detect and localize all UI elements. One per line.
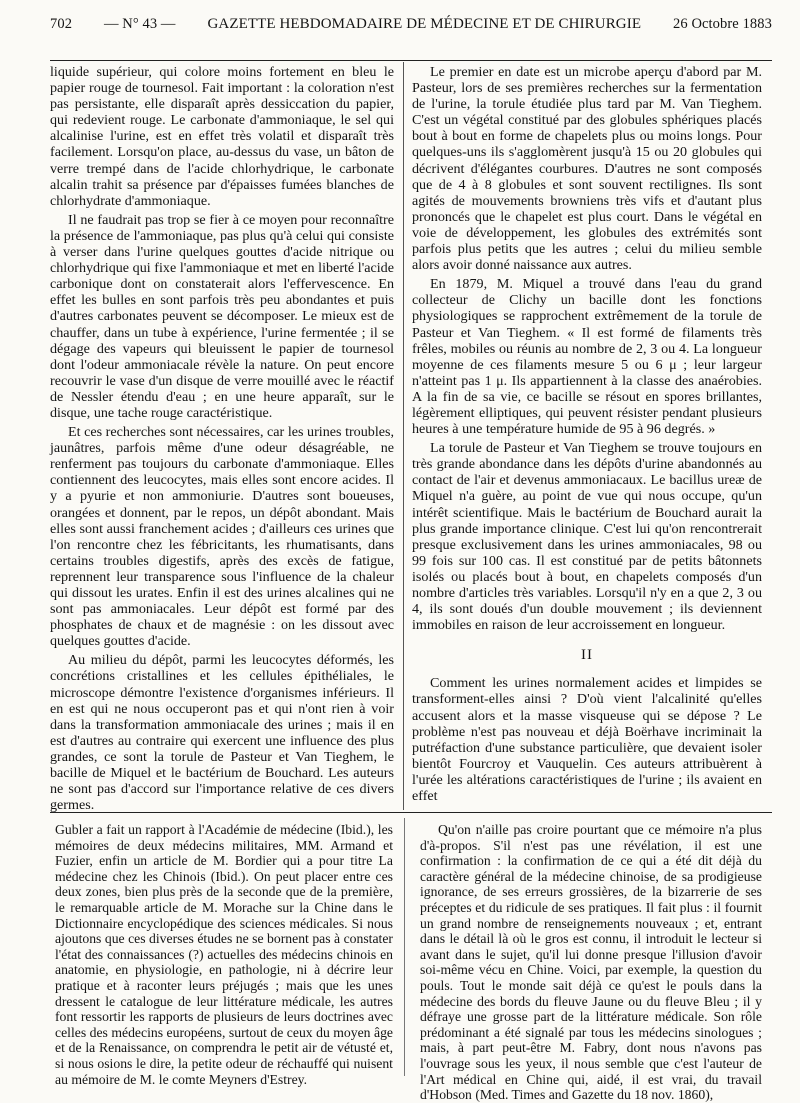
footnote-left-column: [55, 822, 393, 1087]
header-rule: [50, 60, 772, 61]
issue-date: 26 Octobre 1883: [673, 16, 772, 32]
journal-title: GAZETTE HEBDOMADAIRE DE MÉDECINE ET DE CHIRURGIE: [207, 16, 642, 32]
running-header: [50, 16, 772, 42]
footnote-column-divider: [404, 818, 405, 1076]
footnote-paragraph: Gubler a fait un rapport à l'Académie de médecine (Ibid.), les mémoires de deux médecins militaires, MM. Armand et Fuzier, enfin un article de M. Bordier qui a pour titre La médecine chez les Chinois (Ibid.). On peut placer entre ces deux zones, bien plus près de la seconde que de la première, le remarquable article de M. Morache sur la Chine dans le Dictionnaire encyclopédique des sciences médicales. Si nous ajoutons que ces diverses études ne se bornent pas à constater l'état des connaissances (?) actuelles des médecins chinois en anatomie, en physiologie, en pathologie, ni à décrire leur pratique et à raconter leurs préjugés ; mais que les unes dressent le catalogue de leur littérature médicale, les autres font ressortir les rapports de plusieurs de leurs doctrines avec celles des médecins européens, surtout de ceux du moyen âge et de la Renaissance, on comprendra le petit air de vétusté et, si nous osions le dire, la petite odeur de réchauffé qui nuisent au mémoire de M. le comte Meyners d'Estrey.: [55, 822, 393, 1087]
paragraph: Comment les urines normalement acides et limpides se transforment-elles ainsi ? D'où vient l'alcalinité qu'elles accusent alors et la masse visqueuse qui se dépose ? Le problème n'est pas nouveau et déjà Boërhave incriminait la putréfaction d'une substance particulière, que devaient isoler bientôt Fourcroy et Vauquelin. Ces auteurs attribuèrent à l'urée les altérations caractéristiques de l'urine ; ils avaient en effet: [412, 675, 762, 805]
issue-number: — N° 43 —: [103, 16, 176, 32]
footnote-rule: [50, 812, 772, 813]
paragraph: Et ces recherches sont nécessaires, car les urines troubles, jaunâtres, parfois même d'une odeur désagréable, ne renferment pas toujours du carbonate d'ammoniaque. Elles contiennent des leucocytes, mais elles sont encore acides. Il y a pyurie et non ammoniurie. D'autres sont boueuses, orangées et donnent, par le repos, un dépôt abondant. Mais elles sont aussi franchement acides ; d'ailleurs ces urines que l'on rencontre chez les fébricitants, les rhumatisants, dans certains troubles digestifs, après des excès de fatigue, reprennent leur transparence sous l'influence de la chaleur qui dissout les urates. Enfin il est des urines alcalines qui ne sont pas ammoniacales. Leur dépôt est formé par des phosphates de chaux et de magnésie : on les dissout avec quelques gouttes d'acide.: [50, 424, 394, 650]
paragraph: En 1879, M. Miquel a trouvé dans l'eau du grand collecteur de Clichy un bacille dont les fonctions physiologiques se rapprochent extrêmement de la torule de Pasteur et Van Tieghem. « Il est formé de filaments très frêles, mobiles ou réunis au nombre de 2, 3 ou 4. La longueur moyenne de ces filaments mesure 5 ou 6 μ ; leur largeur n'atteint pas 1 μ. Ils appartiennent à la classe des anaérobies. A la fin de sa vie, ce bacille se résout en spores brillantes, légèrement elliptiques, qui peuvent résister pendant plusieurs heures à une température humide de 95 à 96 degrés. »: [412, 276, 762, 438]
paragraph: La torule de Pasteur et Van Tieghem se trouve toujours en très grande abondance dans les dépôts d'urine abandonnés au contact de l'air et devenus ammoniacaux. Le bacillus ureæ de Miquel n'a guère, au point de vue qui nous occupe, qu'un intérêt scientifique. Mais le bactérium de Bouchard aurait la plus grande importance clinique. C'est lui qu'on rencontrerait presque exclusivement dans les urines ammoniacales, 98 ou 99 fois sur 100 cas. Il est constitué par de petits bâtonnets isolés ou placés bout à bout, en chapelets composés d'un nombre d'articles très variables. Lorsqu'il n'y en a que 2, 3 ou 4, ils sont doués d'un double mouvement ; ils deviennent immobiles en raison de leur accroissement en longueur.: [412, 440, 762, 634]
footnote-paragraph: Qu'on n'aille pas croire pourtant que ce mémoire n'a plus d'à-propos. S'il n'est pas une révélation, il est une confirmation : la confirmation de ce qui a été dit déjà du caractère général de la médecine chinoise, de sa prodigieuse ignorance, de ses erreurs grossières, de la bizarrerie de ses préceptes et du ridicule de ses pratiques. Il fait plus : il fournit un grand nombre de renseignements nouveaux ; et, entrant dans le détail là où le gros est connu, il introduit le lecteur si avant dans le sujet, qu'il lui donne presque l'illusion d'avoir soi-même vécu en Chine. Voici, par exemple, la question du pouls. Tout le monde sait déjà ce qu'est le pouls dans la médecine des bords du fleuve Jaune ou du fleuve Bleu ; il y défraye une grosse part de la littérature médicale. Son rôle prédominant a été signalé par tous les médecins sinologues ; mais, à part peut-être M. Fabry, dont nous n'avons pas l'ouvrage sous les yeux, il nous semble que c'est l'auteur de l'Art médical en Chine qui, aidé, il est vrai, du travail d'Hobson (Med. Times and Gazette du 18 nov. 1860),: [420, 822, 762, 1103]
paragraph: Il ne faudrait pas trop se fier à ce moyen pour reconnaître la présence de l'ammoniaque, pas plus qu'à celui qui consiste à verser dans l'urine quelques gouttes d'acide nitrique ou chlorhydrique qui fixe l'ammoniaque et met en liberté l'acide carbonique dont on constaterait alors l'effervescence. En effet les bulles en sont parfois très peu abondantes et puis d'autres carbonates peuvent se décomposer. Le mieux est de chauffer, dans un tube à expérience, l'urine fermentée ; il se dégage des vapeurs qui bleuissent le papier de tournesol dont l'odeur ammoniacale révèle la nature. On peut encore recouvrir le vase d'un disque de verre mouillé avec le réactif de Nessler étendu d'eau ; en une heure apparaît, sur le disque, une tache rouge caractéristique.: [50, 211, 394, 421]
left-column: [50, 64, 394, 814]
page-number: 702: [50, 16, 73, 32]
right-column: [412, 64, 762, 806]
column-divider: [403, 62, 404, 810]
paragraph: Le premier en date est un microbe aperçu d'abord par M. Pasteur, lors de ses premières recherches sur la fermentation de l'urine, la torule étudiée plus tard par M. Van Tieghem. C'est un végétal constitué par des globules sphériques placés bout à bout en forme de chapelets plus ou moins longs. Pour quelques-uns ils s'agglomèrent jusqu'à 15 ou 20 globules qui décrivent d'élégantes courbures. D'autres ne sont composés que de 4 à 8 globules et sont souvent rectilignes. Ils sont agités de mouvements browniens très vifs et d'autant plus prononcés que le chapelet est plus court. Dans le végétal en voie de développement, les globules des extrémités sont parfois plus petits que les autres ; celui du milieu semble alors avoir donné naissance aux autres.: [412, 64, 762, 274]
paragraph: Au milieu du dépôt, parmi les leucocytes déformés, les concrétions cristallines et les cellules épithéliales, le microscope démontre l'existence d'organismes inférieurs. Il en est qui ne nous occuperont pas et qui n'ont rien à voir dans la transformation ammoniacale des urines ; mais il en est d'autres au contraire qui exercent une influence des plus grandes, ce sont la torule de Pasteur et Van Tieghem, le bacille de Miquel et le bactérium de Bouchard. Les auteurs ne sont pas d'accord sur l'importance relative de ces divers germes.: [50, 652, 394, 814]
footnote-right-column: [420, 822, 762, 1103]
paragraph: liquide supérieur, qui colore moins fortement en bleu le papier rouge de tournesol. Fait important : la coloration n'est pas persistante, elle disparaît après dessiccation du papier, qui redevient rouge. Le carbonate d'ammoniaque, le sel qui alcalinise l'urine, est en effet très volatil et disparaît très facilement. Lorsqu'on place, au-dessus du vase, un bâton de verre trempé dans de l'acide chlorhydrique, le carbonate alcalin trahit sa présence par d'épaisses fumées blanches de chlorhydrate d'ammoniaque.: [50, 64, 394, 209]
section-heading: II: [581, 647, 593, 664]
